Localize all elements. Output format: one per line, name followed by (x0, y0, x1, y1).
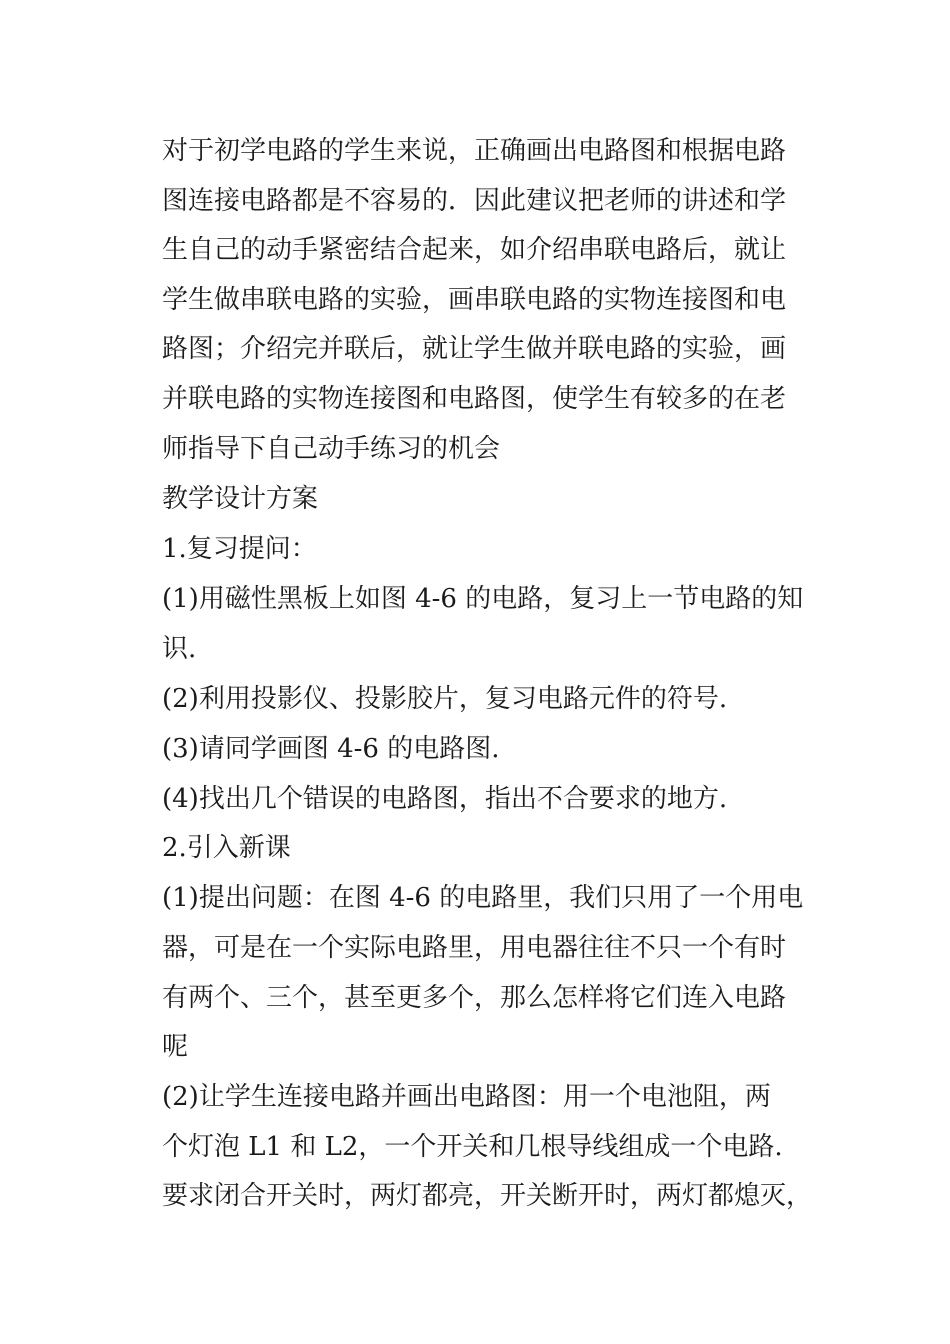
text-line: 个灯泡 L1 和 L2，一个开关和几根导线组成一个电路. (162, 1132, 783, 1162)
list-item: (2)利用投影仪、投影胶片，复习电路元件的符号. (162, 684, 728, 714)
list-item: (1)用磁性黑板上如图 4-6 的电路，复习上一节电路的知 (162, 584, 804, 614)
list-item: (4)找出几个错误的电路图，指出不合要求的地方. (162, 784, 728, 814)
text-line: 图连接电路都是不容易的．因此建议把老师的讲述和学 (162, 186, 787, 216)
numbered-heading: 1.复习提问： (162, 534, 317, 564)
text-line: 并联电路的实物连接图和电路图，使学生有较多的在老 (162, 384, 787, 414)
text-line: 器，可是在一个实际电路里，用电器往往不只一个有时 (162, 933, 787, 963)
section-heading: 教学设计方案 (162, 484, 319, 514)
list-item: (1)提出问题：在图 4-6 的电路里，我们只用了一个用电 (162, 883, 804, 913)
list-item: (3)请同学画图 4-6 的电路图. (162, 734, 500, 764)
text-line: 呢 (162, 1032, 189, 1062)
list-item: (2)让学生连接电路并画出电路图：用一个电池阻，两 (162, 1082, 771, 1112)
text-line: 路图；介绍完并联后，就让学生做并联电路的实验，画 (162, 334, 787, 364)
text-line: 生自己的动手紧密结合起来，如介绍串联电路后，就让 (162, 235, 787, 265)
text-line: 要求闭合开关时，两灯都亮，开关断开时，两灯都熄灭， (162, 1181, 813, 1211)
text-line: 学生做串联电路的实验，画串联电路的实物连接图和电 (162, 285, 787, 315)
numbered-heading: 2.引入新课 (162, 833, 291, 863)
text-line: 对于初学电路的学生来说，正确画出电路图和根据电路 (162, 136, 787, 166)
text-line: 有两个、三个，甚至更多个，那么怎样将它们连入电路 (162, 983, 787, 1013)
text-line: 识. (162, 634, 197, 664)
text-line: 师指导下自己动手练习的机会 (162, 434, 501, 464)
